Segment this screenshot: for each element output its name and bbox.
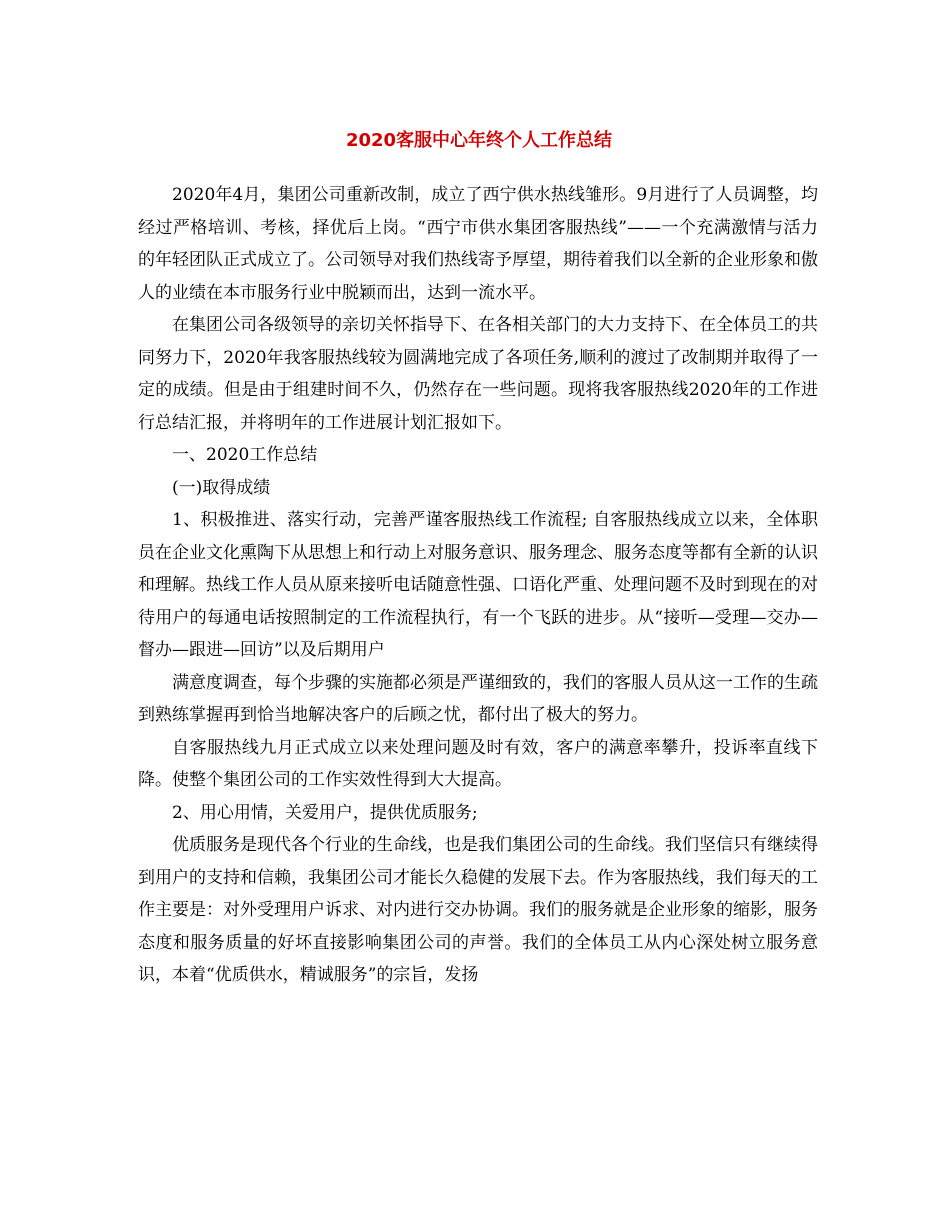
paragraph-results: 自客服热线九月正式成立以来处理问题及时有效，客户的满意率攀升，投诉率直线下降。使整个集团公司的工作实效性得到大大提高。 — [138, 737, 818, 790]
paragraph-intro: 2020年4月，集团公司重新改制，成立了西宁供水热线雏形。9月进行了人员调整，均经过严格培训、考核，择优后上岗。“西宁市供水集团客服热线”——一个充满激情与活力的年轻团队正式成立了。公司领导对我们热线寄予厚望，期待着我们以全新的企业形象和傲人的业绩在本市服务行业中脱颖而出，达到一流水平。 — [138, 185, 818, 303]
subsection-heading: (一)取得成绩 — [172, 477, 271, 498]
paragraph-item-1-cont: 满意度调查，每个步骤的实施都必须是严谨细致的，我们的客服人员从这一工作的生疏到熟练掌握再到恰当地解决客户的后顾之忧，都付出了极大的努力。 — [138, 672, 818, 725]
section-heading: 一、2020工作总结 — [172, 445, 318, 465]
paragraph-item-2: 2、用心用情，关爱用户，提供优质服务; — [172, 802, 478, 823]
document-title: 2020客服中心年终个人工作总结 — [345, 130, 613, 151]
document-page — [138, 128, 818, 992]
paragraph-item-1: 1、积极推进、落实行动，完善严谨客服热线工作流程; 自客服热线成立以来，全体职员在企业文化熏陶下从思想上和行动上对服务意识、服务理念、服务态度等都有全新的认识和理解。热线工作人员从原来接听电话随意性强、口语化严重、处理问题不及时到现在的对待用户的每通电话按照制定的工作流程执行，有一个飞跃的进步。从“接听—受理—交办—督办—跟进—回访”以及后期用户 — [138, 510, 818, 660]
paragraph-overview: 在集团公司各级领导的亲切关怀指导下、在各相关部门的大力支持下、在全体员工的共同努力下，2020年我客服热线较为圆满地完成了各项任务,顺利的渡过了改制期并取得了一定的成绩。但是由于组建时间不久，仍然存在一些问题。现将我客服热线2020年的工作进行总结汇报，并将明年的工作进展计划汇报如下。 — [138, 315, 818, 433]
paragraph-service: 优质服务是现代各个行业的生命线，也是我们集团公司的生命线。我们坚信只有继续得到用户的支持和信赖，我集团公司才能长久稳健的发展下去。作为客服热线，我们每天的工作主要是：对外受理用户诉求、对内进行交办协调。我们的服务就是企业形象的缩影，服务态度和服务质量的好坏直接影响集团公司的声誉。我们的全体员工从内心深处树立服务意识，本着“优质供水，精诚服务”的宗旨，发扬 — [138, 835, 818, 985]
